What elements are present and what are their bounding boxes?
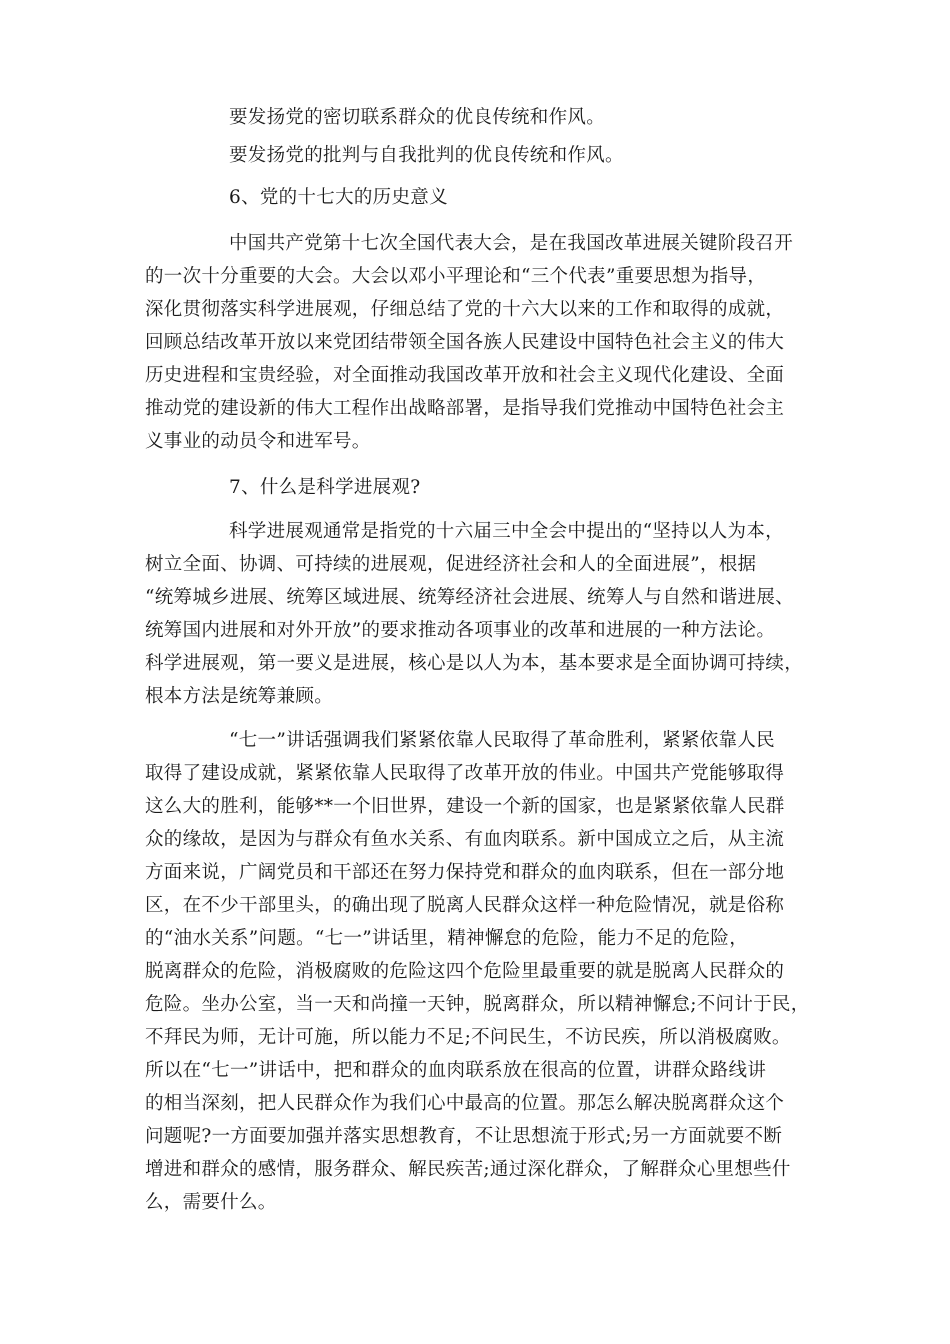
- text-line: 根本方法是统筹兼顾。: [145, 686, 334, 707]
- text-line: 科学进展观，第一要义是进展，核心是以人为本，基本要求是全面协调可持续，: [145, 653, 804, 674]
- text-line: 么，需要什么。: [145, 1192, 277, 1213]
- text-line: 历史进程和宝贵经验，对全面推动我国改革开放和社会主义现代化建设、全面: [145, 365, 785, 386]
- text-line: 树立全面、协调、可持续的进展观，促进经济社会和人的全面进展”，根据: [145, 554, 757, 575]
- section-heading: [145, 474, 815, 502]
- paragraph: [145, 104, 815, 132]
- text-line: 脱离群众的危险，消极腐败的危险这四个危险里最重要的就是脱离人民群众的: [145, 961, 785, 982]
- text-line: 推动党的建设新的伟大工程作出战略部署，是指导我们党推动中国特色社会主: [145, 398, 785, 419]
- text-line: 的一次十分重要的大会。大会以邓小平理论和“三个代表”重要思想为指导，: [145, 266, 767, 287]
- text-line: 要发扬党的密切联系群众的优良传统和作风。: [229, 107, 606, 128]
- paragraph: [145, 142, 815, 170]
- text-line: 中国共产党第十七次全国代表大会，是在我国改革进展关键阶段召开: [229, 233, 794, 254]
- text-line: 的“油水关系”问题。“七一”讲话里，精神懈怠的危险，能力不足的危险，: [145, 928, 749, 949]
- section-heading: [145, 184, 815, 212]
- text-line: 义事业的动员令和进军号。: [145, 431, 371, 452]
- text-line: 统筹国内进展和对外开放”的要求推动各项事业的改革和进展的一种方法论。: [145, 620, 776, 641]
- paragraph: [145, 727, 815, 1217]
- paragraph: [145, 518, 815, 711]
- text-line: 科学进展观通常是指党的十六届三中全会中提出的“坚持以人为本，: [229, 521, 784, 542]
- text-line: “七一”讲话强调我们紧紧依靠人民取得了革命胜利，紧紧依靠人民: [229, 730, 775, 751]
- text-line: 取得了建设成就，紧紧依靠人民取得了改革开放的伟业。中国共产党能够取得: [145, 763, 785, 784]
- text-line: 不拜民为师，无计可施，所以能力不足;不问民生，不访民疾，所以消极腐败。: [145, 1027, 791, 1048]
- heading-line: 7、什么是科学进展观?: [229, 477, 421, 498]
- text-line: 增进和群众的感情，服务群众、解民疾苦;通过深化群众，了解群众心里想些什: [145, 1159, 791, 1180]
- heading-line: 6、党的十七大的历史意义: [229, 187, 448, 208]
- text-line: 区，在不少干部里头，的确出现了脱离人民群众这样一种危险情况，就是俗称: [145, 895, 785, 916]
- text-line: “统筹城乡进展、统筹区域进展、统筹经济社会进展、统筹人与自然和谐进展、: [145, 587, 794, 608]
- text-line: 要发扬党的批判与自我批判的优良传统和作风。: [229, 145, 624, 166]
- text-line: 所以在“七一”讲话中，把和群众的血肉联系放在很高的位置，讲群众路线讲: [145, 1060, 767, 1081]
- text-line: 问题呢?一方面要加强并落实思想教育，不让思想流于形式;另一方面就要不断: [145, 1126, 783, 1147]
- text-line: 的相当深刻，把人民群众作为我们心中最高的位置。那怎么解决脱离群众这个: [145, 1093, 785, 1114]
- text-line: 这么大的胜利，能够**一个旧世界，建设一个新的国家，也是紧紧依靠人民群: [145, 796, 785, 817]
- text-line: 危险。坐办公室，当一天和尚撞一天钟，脱离群众，所以精神懈怠;不问计于民，: [145, 994, 810, 1015]
- paragraph: [145, 230, 815, 456]
- text-line: 深化贯彻落实科学进展观，仔细总结了党的十六大以来的工作和取得的成就，: [145, 299, 785, 320]
- text-line: 回顾总结改革开放以来党团结带领全国各族人民建设中国特色社会主义的伟大: [145, 332, 785, 353]
- text-line: 方面来说，广阔党员和干部还在努力保持党和群众的血肉联系，但在一部分地: [145, 862, 785, 883]
- document-page: [145, 104, 815, 1217]
- text-line: 众的缘故，是因为与群众有鱼水关系、有血肉联系。新中国成立之后，从主流: [145, 829, 785, 850]
